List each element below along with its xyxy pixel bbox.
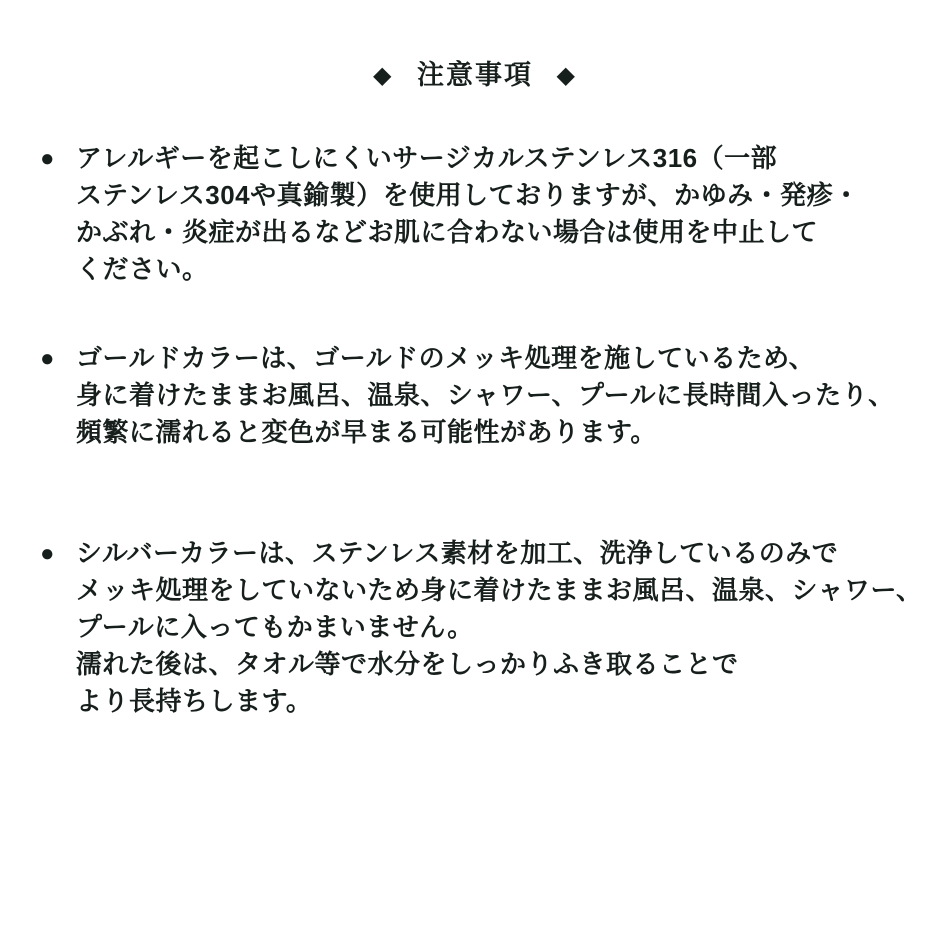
page-title — [0, 0, 950, 93]
bullet-icon: ● — [40, 145, 55, 172]
notice-line: 濡れた後は、タオル等で水分をしっかりふき取ることで — [76, 649, 739, 679]
notice-text-block — [76, 535, 922, 720]
notice-line: メッキ処理をしていないため身に着けたままお風呂、温泉、シャワー、 — [76, 575, 923, 605]
notice-item-gold-color — [40, 340, 920, 451]
notice-line: 身に着けたままお風呂、温泉、シャワー、プールに長時間入ったり、 — [76, 380, 895, 410]
notice-line: より長持ちします。 — [76, 686, 313, 716]
bullet-icon: ● — [40, 540, 55, 567]
notice-line: プールに入ってもかまいません。 — [76, 612, 474, 642]
bullet-icon: ● — [40, 345, 55, 372]
notice-line: かぶれ・炎症が出るなどお肌に合わない場合は使用を中止して — [76, 217, 819, 247]
diamond-icon-left: ◆ — [373, 62, 394, 89]
notice-line: シルバーカラーは、ステンレス素材を加工、洗浄しているのみで — [76, 538, 839, 568]
notice-line: 頻繁に濡れると変色が早まる可能性があります。 — [76, 417, 657, 447]
notice-line: ゴールドカラーは、ゴールドのメッキ処理を施しているため、 — [76, 343, 816, 373]
notice-item-silver-color — [40, 535, 923, 720]
notice-line: アレルギーを起こしにくいサージカルステンレス316（一部 — [76, 143, 778, 173]
notice-line: ください。 — [76, 254, 209, 284]
page-title-text: 注意事項 — [417, 60, 533, 90]
notice-line: ステンレス304や真鍮製）を使用しておりますが、かゆみ・発疹・ — [76, 180, 860, 210]
notice-text-block — [76, 140, 920, 288]
diamond-icon-right: ◆ — [556, 62, 577, 89]
notice-text-block — [76, 340, 920, 451]
notice-item-materials — [40, 140, 920, 288]
